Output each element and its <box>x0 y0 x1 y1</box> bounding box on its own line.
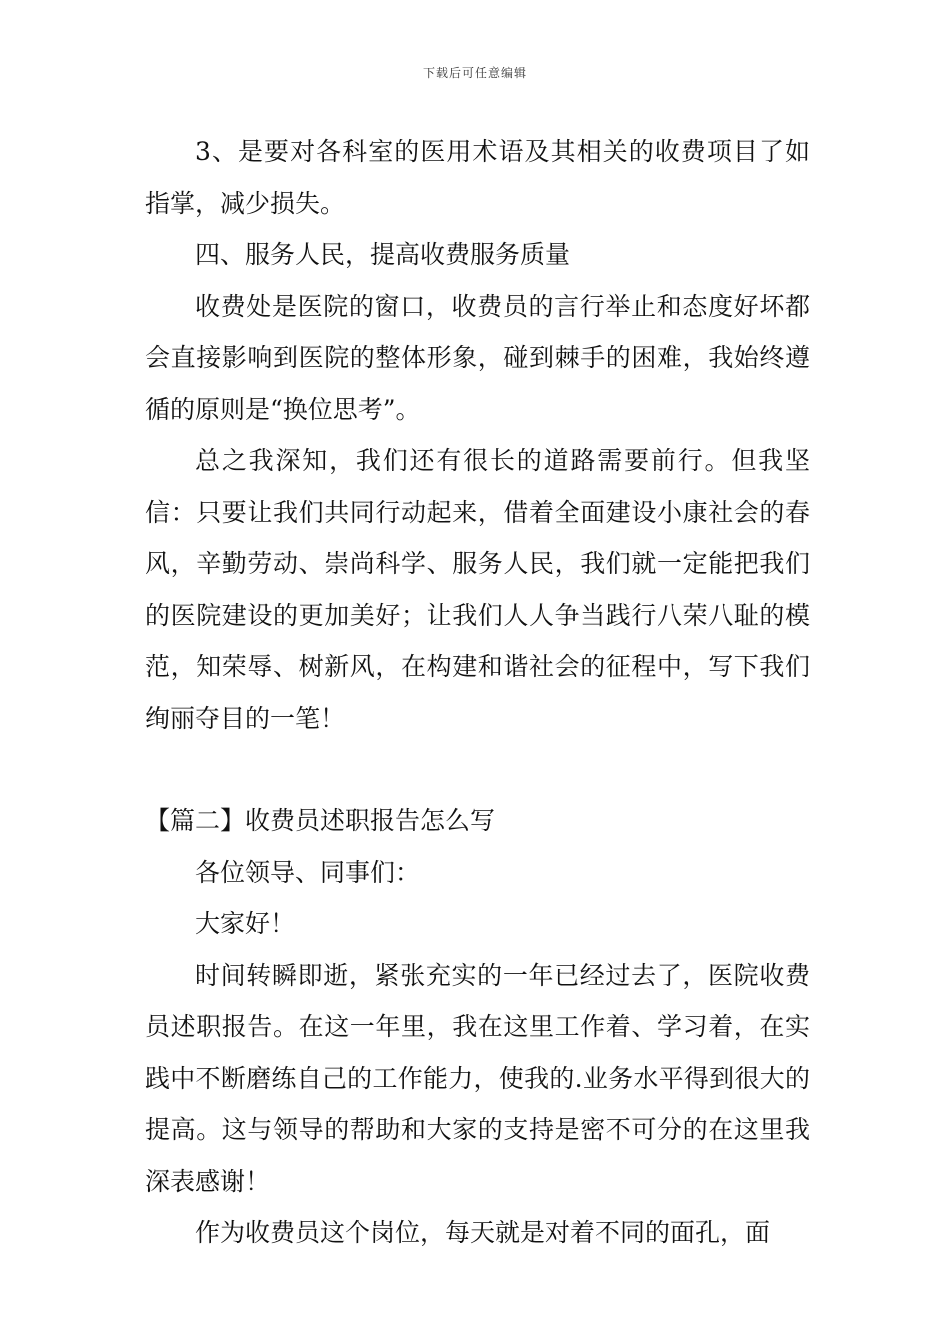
salutation: 各位领导、同事们： <box>195 857 421 887</box>
section-heading: 【篇二】收费员述职报告怎么写 <box>145 806 496 835</box>
paragraph: 作为收费员这个岗位，每天就是对着不同的面孔，面 <box>195 1218 771 1247</box>
document-body <box>145 126 810 1259</box>
greeting: 大家好！ <box>195 909 296 938</box>
header-note: 下载后可任意编辑 <box>422 66 527 80</box>
paragraph: 收费处是医院的窗口，收费员的言行举止和态度好坏都会直接影响到医院的整体形象，碰到棘手的困难，我始终遵循的原则是“换位思考”。 <box>145 291 810 424</box>
paragraph: 3、是要对各科室的医用术语及其相关的收费项目了如指掌，减少损失。 <box>145 137 810 218</box>
section-subheading: 四、服务人民，提高收费服务质量 <box>195 240 571 269</box>
section-gap <box>145 744 810 795</box>
paragraph: 总之我深知，我们还有很长的道路需要前行。但我坚信：只要让我们共同行动起来，借着全面建设小康社会的春风，辛勤劳动、崇尚科学、服务人民，我们就一定能把我们的医院建设的更加美好；让我们人人争当践行八荣八耻的模范，知荣辱、树新风，在构建和谐社会的征程中，写下我们绚丽夺目的一笔！ <box>145 446 810 733</box>
paragraph: 时间转瞬即逝，紧张充实的一年已经过去了，医院收费员述职报告。在这一年里，我在这里工作着、学习着，在实践中不断磨练自己的工作能力，使我的.业务水平得到很大的提高。这与领导的帮助和大家的支持是密不可分的在这里我深表感谢！ <box>145 960 810 1196</box>
